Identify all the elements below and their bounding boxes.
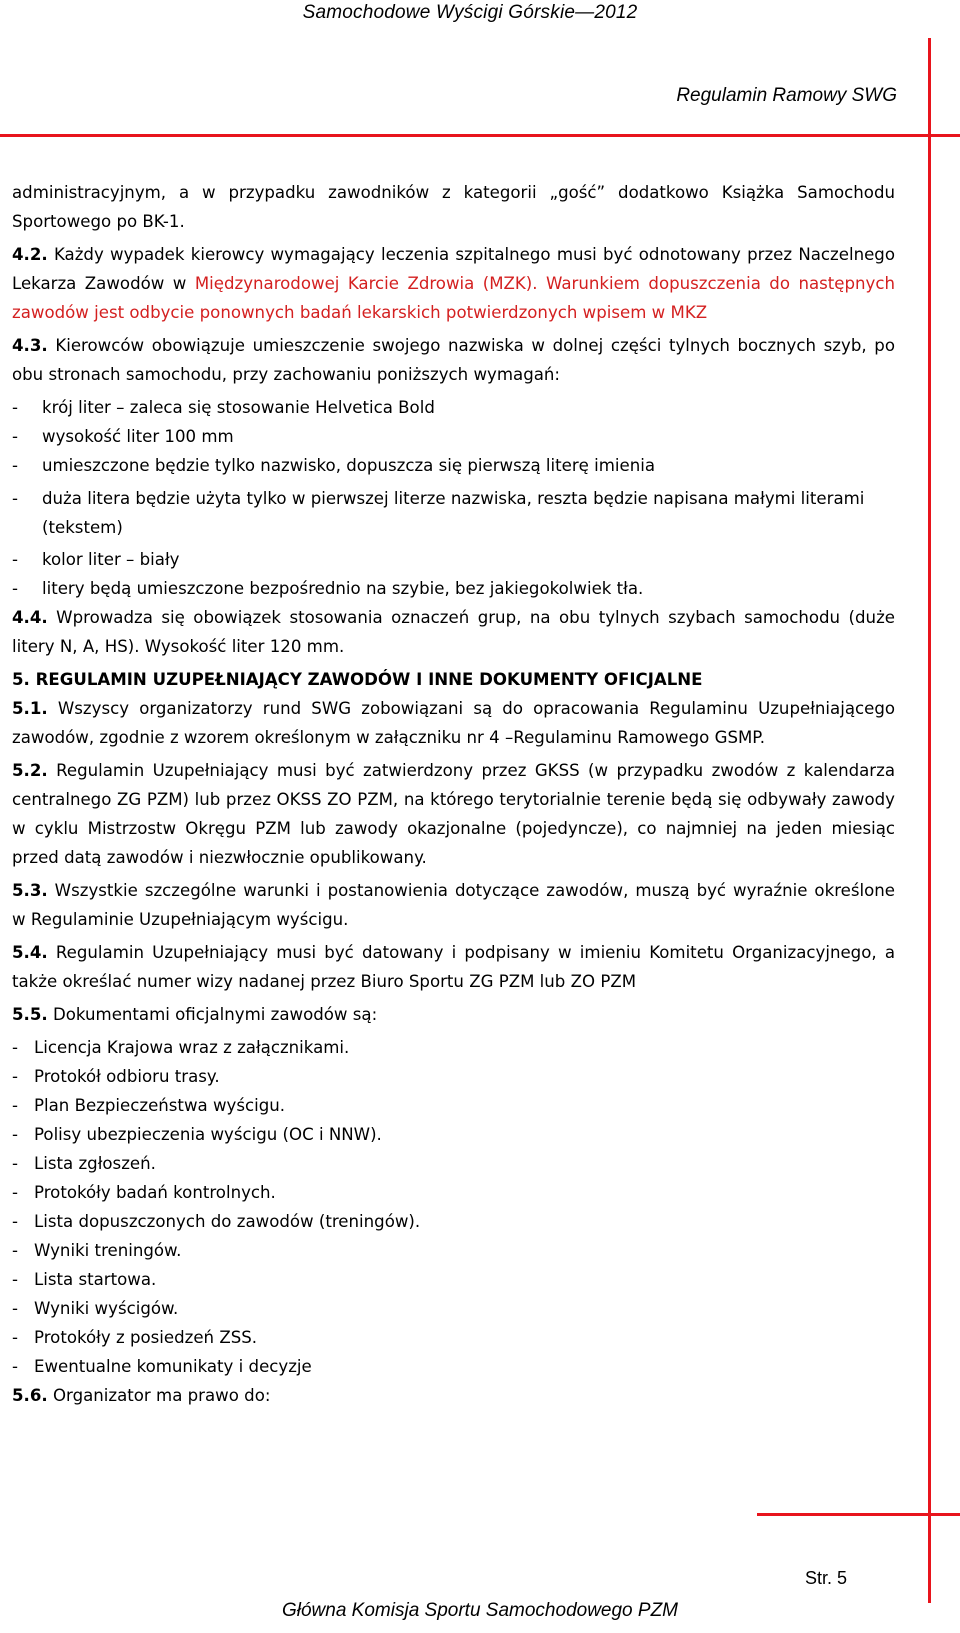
section-text: Wprowadza się obowiązek stosowania oznaczeń grup, na obu tylnych szybach samochodu (duże litery N, A, HS). Wysokość liter 120 mm. xyxy=(12,608,895,656)
section-number: 5.2. xyxy=(12,761,48,780)
page-header-title: Samochodowe Wyścigi Górskie—2012 xyxy=(302,2,638,23)
list-item: - Protokół odbioru trasy. xyxy=(12,1067,220,1086)
section-5-2 xyxy=(12,756,895,872)
list-item: - Protokóły z posiedzeń ZSS. xyxy=(12,1328,258,1347)
list-item: - Lista zgłoszeń. xyxy=(12,1154,156,1173)
list-item: - Polisy ubezpieczenia wyścigu (OC i NNW). xyxy=(12,1125,382,1144)
list-item: - kolor liter – biały xyxy=(12,550,180,569)
list-item: - Lista startowa. xyxy=(12,1270,157,1289)
section-text: Wszystkie szczególne warunki i postanowienia dotyczące zawodów, muszą być wyraźnie określone w Regulaminie Uzupełniającym wyścigu. xyxy=(12,881,895,929)
list-item: - wysokość liter 100 mm xyxy=(12,427,234,446)
list-item: - litery będą umieszczone bezpośrednio na szybie, bez jakiegokolwiek tła. xyxy=(12,579,644,598)
section-5-heading: 5. REGULAMIN UZUPEŁNIAJĄCY ZAWODÓW I INNE DOKUMENTY OFICJALNE xyxy=(12,670,703,689)
section-number: 5.5. xyxy=(12,1005,48,1024)
document-body xyxy=(12,178,895,1410)
section-text: Regulamin Uzupełniający musi być zatwierdzony przez GKSS (w przypadku zwodów z kalendarza centralnego ZG PZM) lub przez OKSS ZO PZM, na którego terytorialnie terenie będą się odbywały zawody w cyklu Mistrzostw Okręgu PZM lub zawody okazjonalne (pojedyncze), co najmniej na jeden miesiąc przed datą zawodów i niezwłocznie opublikowany. xyxy=(12,761,895,867)
red-rule-bottom xyxy=(757,1513,960,1516)
list-item: - Protokóły badań kontrolnych. xyxy=(12,1183,276,1202)
section-number: 5.1. xyxy=(12,699,48,718)
list-item: - Licencja Krajowa wraz z załącznikami. xyxy=(12,1038,350,1057)
section-5-5 xyxy=(12,1000,895,1029)
name-requirements-list xyxy=(12,393,895,603)
section-text: Dokumentami oficjalnymi zawodów są: xyxy=(47,1005,378,1024)
section-5-4 xyxy=(12,938,895,996)
section-number: 5.6. xyxy=(12,1386,48,1405)
section-4-3 xyxy=(12,331,895,389)
page-header-subtitle: Regulamin Ramowy SWG xyxy=(676,85,897,106)
list-item: - duża litera będzie użyta tylko w pierwszej literze nazwiska, reszta będzie napisana małymi literami (tekstem) xyxy=(12,489,865,537)
section-5-6 xyxy=(12,1381,895,1410)
red-rule-vertical xyxy=(928,38,931,1603)
section-text: Kierowców obowiązuje umieszczenie swojego nazwiska w dolnej części tylnych bocznych szyb, po obu stronach samochodu, przy zachowaniu poniższych wymagań: xyxy=(12,336,895,384)
section-number: 4.4. xyxy=(12,608,48,627)
list-item: - Wyniki treningów. xyxy=(12,1241,182,1260)
section-text: Każdy wypadek kierowcy wymagający leczenia szpitalnego musi być odnotowany przez Naczelnego Lekarza Zawodów w xyxy=(12,245,895,293)
list-item: - Plan Bezpieczeństwa wyścigu. xyxy=(12,1096,286,1115)
section-5-1 xyxy=(12,694,895,752)
list-item: - Ewentualne komunikaty i decyzje xyxy=(12,1357,312,1376)
section-number: 4.2. xyxy=(12,245,48,264)
section-4-2 xyxy=(12,240,895,327)
section-text: Wszyscy organizatorzy rund SWG zobowiązani są do opracowania Regulaminu Uzupełniającego zawodów, zgodnie z wzorem określonym w załączniku nr 4 –Regulaminu Ramowego GSMP. xyxy=(12,699,895,747)
list-item: - krój liter – zaleca się stosowanie Helvetica Bold xyxy=(12,398,435,417)
list-item: - Lista dopuszczonych do zawodów (treningów). xyxy=(12,1212,421,1231)
section-5-3 xyxy=(12,876,895,934)
section-text: Regulamin Uzupełniający musi być datowany i podpisany w imieniu Komitetu Organizacyjnego, a także określać numer wizy nadanej przez Biuro Sportu ZG PZM lub ZO PZM xyxy=(12,943,895,991)
section-4-4 xyxy=(12,603,895,661)
intro-paragraph: administracyjnym, a w przypadku zawodników z kategorii „gość” dodatkowo Książka Samochodu Sportowego po BK-1. xyxy=(12,183,895,231)
section-number: 4.3. xyxy=(12,336,48,355)
red-rule-top xyxy=(0,134,960,137)
page-number: Str. 5 xyxy=(805,1568,848,1588)
section-number: 5.4. xyxy=(12,943,48,962)
official-documents-list xyxy=(12,1033,895,1381)
list-item: - Wyniki wyścigów. xyxy=(12,1299,179,1318)
section-number: 5.3. xyxy=(12,881,48,900)
section-text-red: Międzynarodowej Karcie Zdrowia (MZK). Warunkiem dopuszczenia do następnych zawodów jest odbycie ponownych badań lekarskich potwierdzonych wpisem w MKZ xyxy=(12,274,896,322)
list-item: - umieszczone będzie tylko nazwisko, dopuszcza się pierwszą literę imienia xyxy=(12,456,656,475)
section-text: Organizator ma prawo do: xyxy=(47,1386,271,1405)
page-footer: Główna Komisja Sportu Samochodowego PZM xyxy=(281,1600,679,1621)
